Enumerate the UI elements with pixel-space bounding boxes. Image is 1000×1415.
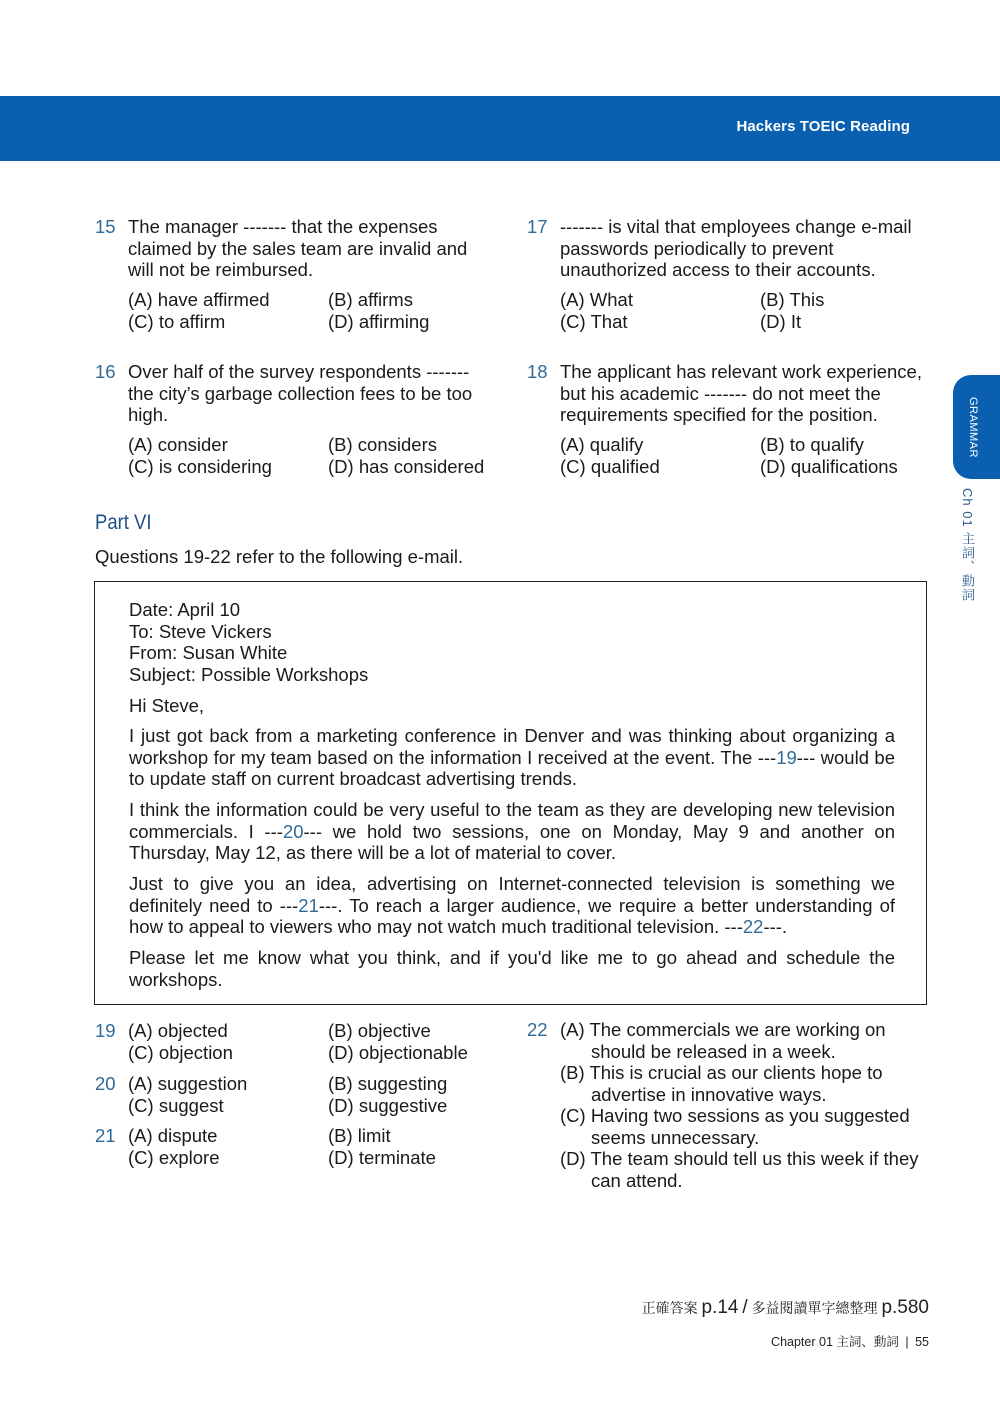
option-d: (D) objectionable	[328, 1042, 468, 1063]
question-number: 19	[95, 1020, 116, 1041]
question-number: 16	[95, 361, 116, 382]
option-c: (C) That	[560, 310, 628, 332]
option-b: (B) affirms	[328, 289, 413, 310]
option-c: (C) qualified	[560, 455, 660, 477]
option-c: (C) explore	[128, 1147, 220, 1168]
option-a: (A) dispute	[128, 1125, 218, 1146]
option-a: (A) consider	[128, 434, 228, 455]
separator: /	[742, 1297, 748, 1318]
email-paragraph-4: Please let me know what you think, and if you'd like me to go ahead and schedule the workshops.	[129, 947, 895, 990]
email-paragraph-2	[129, 799, 895, 864]
email-subject: Subject: Possible Workshops	[129, 663, 369, 685]
option-b: (B) considers	[328, 434, 437, 455]
email-paragraph-3	[129, 873, 895, 938]
paragraph-text: I just got back from a marketing conference in Denver and was thinking about organizing a workshop for my team based on the information I received at the event. The ---	[129, 725, 895, 768]
chapter-label: Chapter 01 主詞、動詞	[771, 1335, 899, 1349]
question-number: 20	[95, 1073, 116, 1094]
option-a: (A) suggestion	[128, 1073, 248, 1094]
email-from: From: Susan White	[129, 642, 288, 663]
question-stem: ------- is vital that employees change e-mail passwords periodically to prevent unauthorized access to their accounts.	[560, 216, 912, 280]
option-b: (B) objective	[328, 1020, 431, 1041]
option-b: (B) suggesting	[328, 1073, 448, 1094]
question-stem: The manager ------- that the expenses claimed by the sales team are invalid and will not be reimbursed.	[128, 216, 468, 280]
option-c: (C) objection	[128, 1042, 233, 1063]
answer-page: p.14	[701, 1297, 739, 1318]
option-b: (B) This	[760, 289, 825, 310]
side-chapter-label: Ch 01 主詞、動詞	[960, 488, 975, 603]
page-footer	[771, 1332, 929, 1350]
email-date: Date: April 10	[129, 599, 241, 620]
option-c: (C) Having two sessions as you suggested seems unnecessary.	[560, 1105, 910, 1148]
option-b: (B) limit	[328, 1125, 391, 1146]
question-stem: The applicant has relevant work experience, but his academic ------- do not meet the requirements specified for the position.	[560, 361, 922, 425]
option-a: (A) qualify	[560, 434, 644, 455]
page-number: 55	[915, 1335, 929, 1349]
option-a: (A) The commercials we are working on should be released in a week.	[560, 1019, 886, 1062]
vocab-page: p.580	[881, 1297, 929, 1318]
blank-22: 22	[742, 916, 764, 937]
paragraph-text: ---.	[763, 916, 788, 937]
paragraph-text: --- would be to update staff on current broadcast advertising trends.	[129, 746, 895, 789]
option-d: (D) qualifications	[760, 455, 898, 477]
option-c: (C) suggest	[128, 1095, 224, 1116]
paragraph-text: Just to give you an idea, advertising on Internet-connected television is something we definitely need to ---	[129, 873, 895, 916]
part-title: Part VI	[95, 511, 152, 534]
option-b: (B) to qualify	[760, 434, 864, 455]
book-title: Hackers TOEIC Reading	[736, 118, 910, 135]
part-instruction: Questions 19-22 refer to the following e-mail.	[95, 546, 464, 567]
email-greeting: Hi Steve,	[129, 695, 205, 716]
option-d: (D) affirming	[328, 310, 430, 332]
email-passage	[94, 581, 927, 1005]
question-number: 22	[527, 1019, 548, 1040]
email-paragraph-1	[129, 725, 895, 790]
option-d: (D) has considered	[328, 455, 485, 477]
email-to: To: Steve Vickers	[129, 620, 272, 642]
vocab-label: 多益閱讀單字總整理	[751, 1300, 878, 1316]
blank-20: 20	[282, 820, 304, 842]
side-tab-grammar	[953, 375, 1000, 479]
option-a: (A) objected	[128, 1020, 228, 1041]
footer-divider: |	[905, 1335, 909, 1349]
option-d: (D) The team should tell us this week if they can attend.	[560, 1148, 919, 1191]
question-number: 17	[527, 216, 548, 237]
paragraph-text: ---. To reach a larger audience, we require a better understanding of how to appeal to viewers who may not watch much traditional television. ---	[129, 894, 895, 937]
question-number: 21	[95, 1125, 116, 1146]
option-a: (A) What	[560, 289, 633, 310]
question-stem: Over half of the survey respondents ------- the city’s garbage collection fees to be too high.	[128, 361, 473, 425]
option-c: (C) to affirm	[128, 310, 226, 332]
paragraph-text: I think the information could be very useful to the team as they are developing new television commercials. I ---	[129, 799, 895, 842]
answer-reference	[642, 1297, 929, 1319]
blank-21: 21	[298, 894, 319, 916]
option-a: (A) have affirmed	[128, 289, 270, 310]
email-header	[129, 599, 368, 685]
header-bar	[0, 96, 1000, 161]
paragraph-text: --- we hold two sessions, one on Monday, May 9 and another on Thursday, May 12, as there will be a lot of material to cover.	[129, 820, 895, 863]
question-number: 18	[527, 361, 548, 382]
option-c: (C) is considering	[128, 455, 272, 477]
side-tab-label: GRAMMAR	[967, 397, 979, 458]
option-d: (D) terminate	[328, 1147, 436, 1168]
blank-19: 19	[776, 746, 797, 768]
option-b: (B) This is crucial as our clients hope to advertise in innovative ways.	[560, 1062, 883, 1105]
question-number: 15	[95, 216, 116, 237]
answer-label: 正確答案	[641, 1300, 698, 1316]
option-d: (D) suggestive	[328, 1095, 448, 1116]
option-d: (D) It	[760, 310, 802, 332]
